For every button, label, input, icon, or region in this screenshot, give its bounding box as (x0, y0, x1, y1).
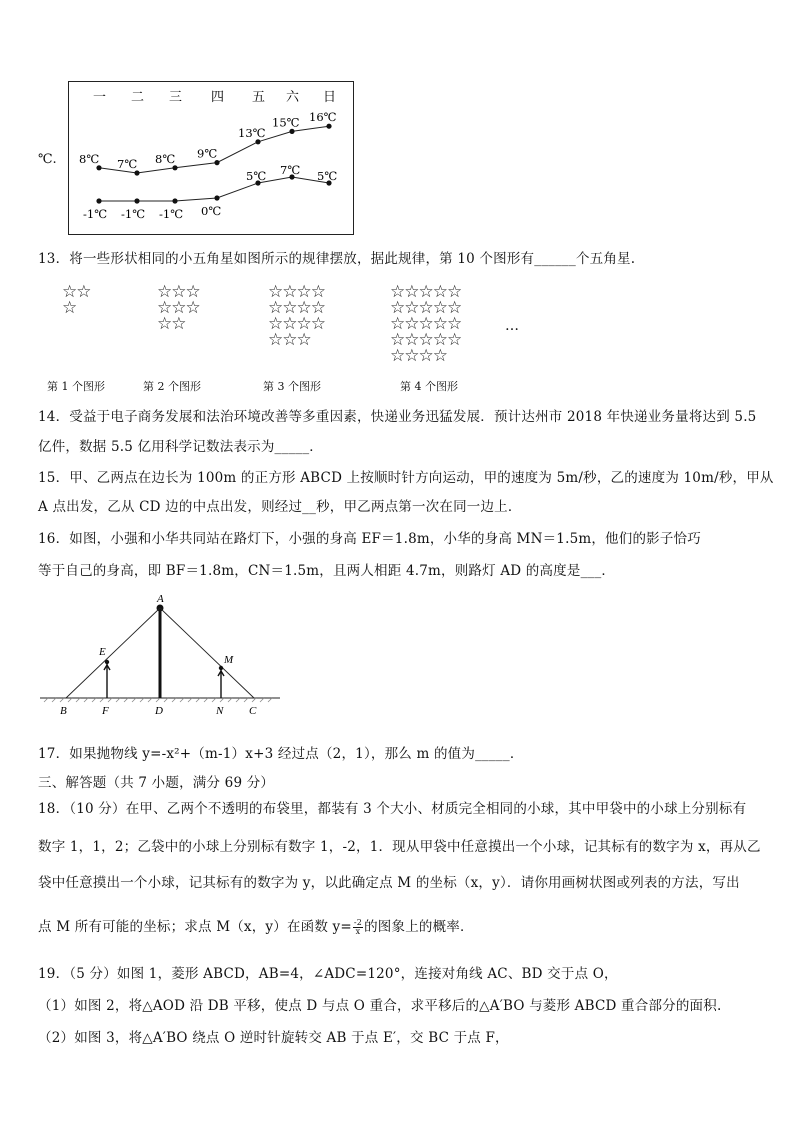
label-B: B (60, 705, 67, 717)
question-18-line4 (38, 918, 474, 936)
star-figure-1: ☆☆ ☆ (62, 282, 91, 318)
point-high-1 (134, 170, 139, 175)
value-label-high-6: 16℃ (309, 110, 337, 125)
temperature-chart-svg (68, 81, 354, 235)
value-label-high-0: 8℃ (79, 151, 100, 166)
point-high-0 (96, 165, 101, 170)
value-label-low-0: -1℃ (83, 207, 108, 221)
star-figure-4: ☆☆☆☆☆ ☆☆☆☆☆ ☆☆☆☆☆ ☆☆☆☆☆ ☆☆☆☆ (390, 282, 462, 366)
question-19-line1: 19．（5 分）如图 1，菱形 ABCD，AB=4，∠ADC=120°，连接对角线 AC、BD 交于点 O， (38, 966, 618, 982)
question-15-line1: 15．甲、乙两点在边长为 100m 的正方形 ABCD 上按顺时针方向运动，甲的速度为 5m/秒，乙的速度为 10m/秒，甲从 (38, 470, 774, 486)
value-label-low-6: 5℃ (317, 169, 338, 183)
star-figure-caption-3: 第 3 个图形 (263, 380, 321, 393)
question-18-line4-b: 的图象上的概率． (364, 919, 474, 935)
ray-A-B (66, 608, 160, 698)
star-figure-2: ☆☆☆ ☆☆☆ ☆☆ (157, 282, 200, 334)
question-18-line2: 数字 1，1，2；乙袋中的小球上分别标有数字 1，-2，1．现从甲袋中任意摸出一个小球，记其标有的数字为 x，再从乙 (38, 839, 761, 855)
question-14-line2: 亿件，数据 5.5 亿用科学记数法表示为_____． (38, 439, 324, 455)
person-ef (104, 660, 110, 698)
star-figure-caption-4: 第 4 个图形 (400, 380, 458, 393)
label-D: D (155, 705, 163, 717)
day-label-2: 三 (169, 90, 183, 105)
label-F: F (102, 705, 109, 717)
value-label-low-2: -1℃ (159, 207, 184, 221)
point-high-5 (289, 129, 294, 134)
value-label-low-4: 5℃ (246, 169, 267, 183)
value-label-low-1: -1℃ (121, 207, 146, 221)
question-13: 13．将一些形状相同的小五角星如图所示的规律摆放，据此规律，第 10 个图形有______个五角星. (38, 251, 636, 267)
value-label-low-3: 0℃ (201, 204, 222, 218)
question-17: 17．如果抛物线 y=-x²+（m-1）x+3 经过点（2，1），那么 m 的值为_____． (38, 746, 524, 762)
point-high-3 (214, 160, 219, 165)
fraction-denominator: x (355, 927, 361, 936)
section-3-title: 三、解答题（共 7 小题，满分 69 分） (38, 775, 275, 791)
temperature-chart (68, 81, 354, 235)
question-16-line2: 等于自己的身高，即 BF＝1.8m，CN＝1.5m，且两人相距 4.7m，则路灯 AD 的高度是___． (38, 563, 616, 579)
value-label-low-5: 7℃ (280, 163, 301, 177)
value-label-high-1: 7℃ (117, 157, 138, 171)
day-label-3: 四 (211, 90, 225, 105)
point-high-6 (326, 124, 331, 129)
question-19-line2: （1）如图 2，将△AOD 沿 DB 平移，使点 D 与点 O 重合，求平移后的△A′BO 与菱形 ABCD 重合部分的面积. (38, 998, 722, 1014)
day-label-4: 五 (252, 90, 266, 105)
star-figure-caption-1: 第 1 个图形 (47, 380, 105, 393)
star-figure-caption-2: 第 2 个图形 (143, 380, 201, 393)
point-low-1 (134, 198, 139, 203)
day-label-1: 二 (131, 90, 145, 105)
value-label-high-3: 9℃ (197, 146, 218, 161)
label-C: C (249, 705, 257, 717)
question-19-line3: （2）如图 3，将△A′BO 绕点 O 逆时针旋转交 AB 于点 E′，交 BC 于点 F， (38, 1030, 509, 1046)
label-N: N (216, 705, 224, 717)
question-18-line1: 18．（10 分）在甲、乙两个不透明的布袋里，都装有 3 个大小、材质完全相同的小球，其中甲袋中的小球上分别标有 (38, 801, 747, 817)
value-label-high-5: 15℃ (272, 115, 300, 130)
star-figure-3: ☆☆☆☆ ☆☆☆☆ ☆☆☆☆ ☆☆☆ (268, 282, 325, 350)
question-18-line4-a: 点 M 所有可能的坐标；求点 M（x，y）在函数 y= (38, 919, 352, 935)
day-label-5: 六 (286, 90, 300, 105)
question-14-line1: 14．受益于电子商务发展和法治环境改善等多重因素，快递业务迅猛发展．预计达州市 2018 年快递业务量将达到 5.5 (38, 409, 757, 425)
label-M: M (224, 654, 234, 666)
label-E: E (99, 646, 106, 658)
point-low-0 (96, 198, 101, 203)
point-high-4 (255, 139, 260, 144)
point-low-2 (172, 198, 177, 203)
unit-label: ℃. (38, 152, 57, 167)
question-18-line3: 袋中任意摸出一个小球，记其标有的数字为 y，以此确定点 M 的坐标（x，y）．请你用画树状图或列表的方法，写出 (38, 875, 740, 891)
star-ellipsis: … (505, 318, 519, 334)
fraction (353, 919, 363, 936)
point-low-3 (214, 195, 219, 200)
question-15-line2: A 点出发，乙从 CD 边的中点出发，则经过__秒，甲乙两点第一次在同一边上． (38, 499, 522, 515)
streetlight-diagram (38, 590, 288, 720)
label-A: A (157, 593, 164, 605)
value-label-high-2: 8℃ (155, 151, 176, 166)
fraction-numerator: -2 (353, 918, 363, 927)
person-mn (218, 667, 224, 699)
day-label-6: 日 (323, 90, 337, 105)
ray-A-C (160, 608, 254, 698)
series-line-low (99, 177, 329, 201)
ground-hatching (44, 698, 272, 702)
value-label-high-4: 13℃ (238, 125, 266, 140)
point-high-2 (172, 165, 177, 170)
day-label-0: 一 (93, 90, 107, 105)
question-16-line1: 16．如图，小强和小华共同站在路灯下，小强的身高 EF＝1.8m，小华的身高 MN＝1.5m，他们的影子恰巧 (38, 531, 701, 547)
